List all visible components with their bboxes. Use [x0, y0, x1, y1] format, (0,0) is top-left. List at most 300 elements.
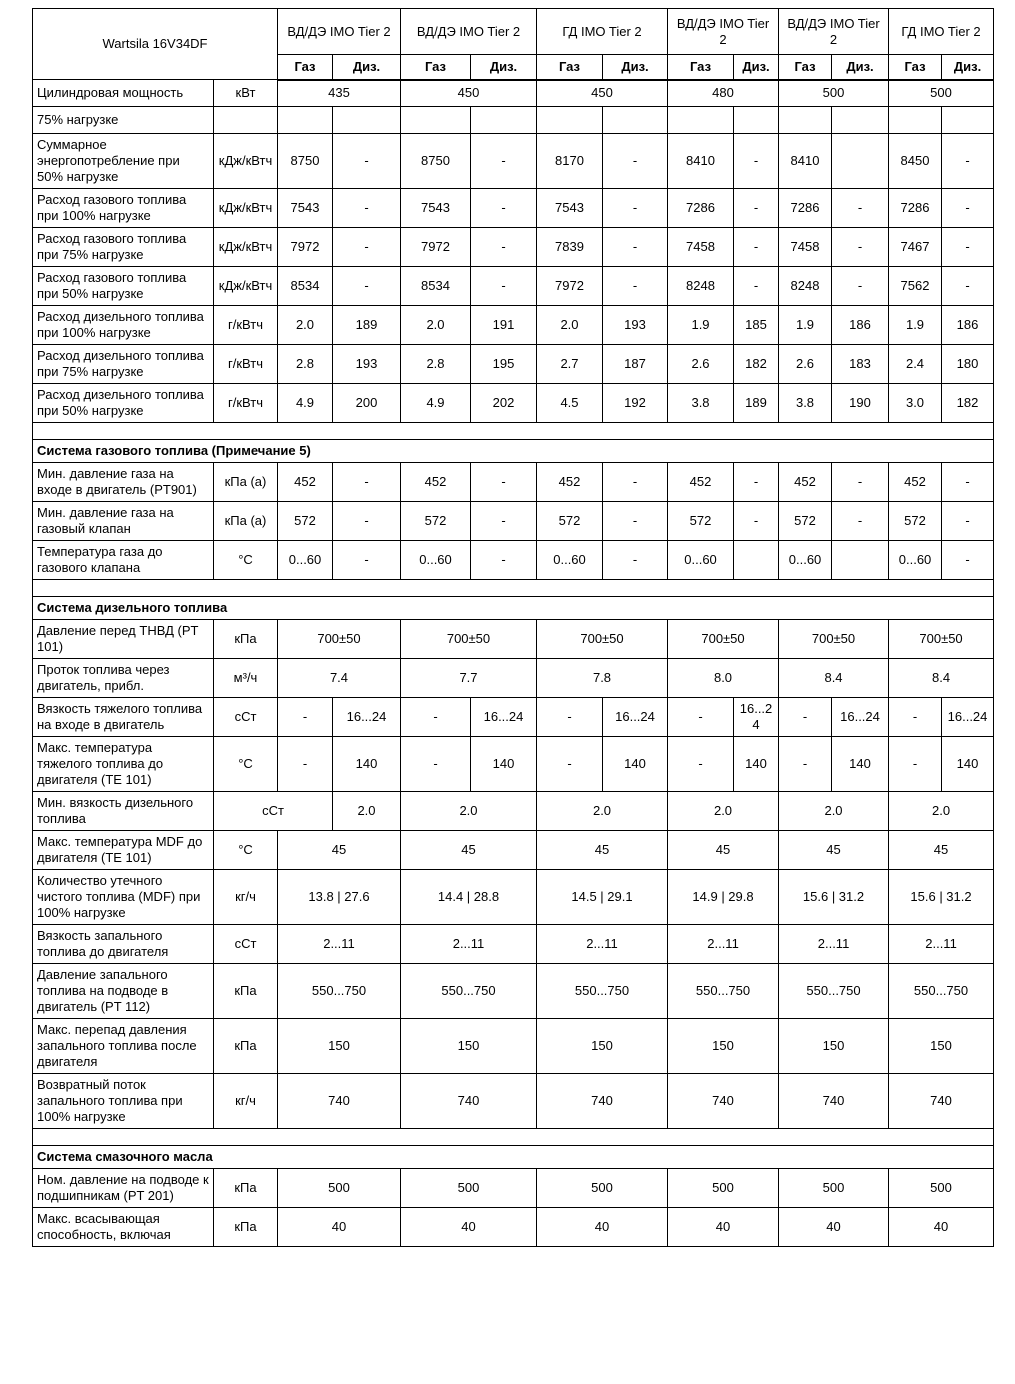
- value-cell: [832, 107, 889, 134]
- value-cell: 45: [889, 831, 994, 870]
- value-cell: -: [942, 541, 994, 580]
- value-cell: [333, 107, 401, 134]
- value-cell: 40: [668, 1208, 779, 1247]
- value-cell: 2.6: [668, 345, 734, 384]
- value-cell: 8410: [668, 134, 734, 189]
- row-unit: сСт: [214, 792, 333, 831]
- value-cell: 150: [668, 1019, 779, 1074]
- value-cell: 7562: [889, 267, 942, 306]
- value-cell: -: [734, 228, 779, 267]
- table-row: [33, 1019, 994, 1074]
- value-cell: 150: [537, 1019, 668, 1074]
- row-label: Цилиндровая мощность: [33, 80, 214, 107]
- value-cell: 189: [333, 306, 401, 345]
- value-cell: [668, 107, 734, 134]
- column-group-4: ВД/ДЭ IMO Tier 2: [668, 9, 779, 55]
- value-cell: -: [278, 698, 333, 737]
- row-unit: кДж/кВтч: [214, 228, 278, 267]
- value-cell: 40: [278, 1208, 401, 1247]
- table-row: [33, 541, 994, 580]
- value-cell: 140: [734, 737, 779, 792]
- row-unit: кг/ч: [214, 1074, 278, 1129]
- value-cell: 700±50: [668, 620, 779, 659]
- row-label: Мин. вязкость дизельного топлива: [33, 792, 214, 831]
- value-cell: -: [734, 267, 779, 306]
- value-cell: 740: [278, 1074, 401, 1129]
- value-cell: 8.4: [889, 659, 994, 698]
- value-cell: 193: [603, 306, 668, 345]
- value-cell: 0...60: [537, 541, 603, 580]
- fuel-header-gas: Газ: [401, 55, 471, 80]
- value-cell: -: [333, 228, 401, 267]
- row-unit: кПа (а): [214, 502, 278, 541]
- value-cell: -: [734, 189, 779, 228]
- table-row: [33, 502, 994, 541]
- value-cell: 150: [779, 1019, 889, 1074]
- table-row: [33, 345, 994, 384]
- value-cell: -: [832, 228, 889, 267]
- value-cell: 0...60: [401, 541, 471, 580]
- value-cell: 4.9: [278, 384, 333, 423]
- value-cell: 150: [401, 1019, 537, 1074]
- value-cell: 7467: [889, 228, 942, 267]
- value-cell: [832, 541, 889, 580]
- row-label: Расход газового топлива при 100% нагрузке: [33, 189, 214, 228]
- value-cell: 45: [537, 831, 668, 870]
- value-cell: 192: [603, 384, 668, 423]
- value-cell: [832, 134, 889, 189]
- value-cell: 700±50: [401, 620, 537, 659]
- value-cell: 3.0: [889, 384, 942, 423]
- value-cell: -: [333, 189, 401, 228]
- row-unit: кПа (а): [214, 463, 278, 502]
- value-cell: -: [603, 541, 668, 580]
- table-row: [33, 698, 994, 737]
- value-cell: 435: [278, 80, 401, 107]
- value-cell: 7543: [401, 189, 471, 228]
- value-cell: 2.7: [537, 345, 603, 384]
- table-body: [33, 80, 994, 1247]
- fuel-header-diesel: Диз.: [603, 55, 668, 80]
- value-cell: 2.0: [333, 792, 401, 831]
- row-unit: °C: [214, 831, 278, 870]
- value-cell: 2.8: [278, 345, 333, 384]
- value-cell: 7.8: [537, 659, 668, 698]
- value-cell: [471, 107, 537, 134]
- fuel-header-gas: Газ: [779, 55, 832, 80]
- value-cell: 4.5: [537, 384, 603, 423]
- value-cell: 7.7: [401, 659, 537, 698]
- table-row: [33, 189, 994, 228]
- value-cell: -: [942, 463, 994, 502]
- value-cell: 8.4: [779, 659, 889, 698]
- value-cell: 193: [333, 345, 401, 384]
- value-cell: 500: [889, 1169, 994, 1208]
- value-cell: [734, 107, 779, 134]
- value-cell: 8248: [779, 267, 832, 306]
- row-unit: кВт: [214, 80, 278, 107]
- value-cell: 700±50: [779, 620, 889, 659]
- value-cell: 500: [889, 80, 994, 107]
- value-cell: 186: [832, 306, 889, 345]
- value-cell: [889, 107, 942, 134]
- value-cell: [537, 107, 603, 134]
- value-cell: 700±50: [889, 620, 994, 659]
- value-cell: 7543: [537, 189, 603, 228]
- value-cell: -: [333, 541, 401, 580]
- value-cell: 2.0: [889, 792, 994, 831]
- fuel-header-diesel: Диз.: [942, 55, 994, 80]
- value-cell: -: [333, 267, 401, 306]
- value-cell: 740: [668, 1074, 779, 1129]
- value-cell: 45: [278, 831, 401, 870]
- value-cell: 140: [603, 737, 668, 792]
- value-cell: 572: [668, 502, 734, 541]
- value-cell: 40: [537, 1208, 668, 1247]
- value-cell: 150: [278, 1019, 401, 1074]
- section-row: [33, 440, 994, 463]
- table-row: [33, 134, 994, 189]
- table-row: [33, 737, 994, 792]
- row-unit: кг/ч: [214, 870, 278, 925]
- section-row: [33, 1146, 994, 1169]
- value-cell: 140: [333, 737, 401, 792]
- row-label: Макс. температура тяжелого топлива до двигателя (TE 101): [33, 737, 214, 792]
- column-group-2: ВД/ДЭ IMO Tier 2: [401, 9, 537, 55]
- value-cell: -: [603, 502, 668, 541]
- value-cell: 7286: [889, 189, 942, 228]
- value-cell: 140: [832, 737, 889, 792]
- value-cell: 2.6: [779, 345, 832, 384]
- column-group-6: ГД IMO Tier 2: [889, 9, 994, 55]
- value-cell: 2.0: [401, 306, 471, 345]
- value-cell: -: [333, 463, 401, 502]
- value-cell: 480: [668, 80, 779, 107]
- value-cell: -: [942, 267, 994, 306]
- value-cell: -: [401, 698, 471, 737]
- table-row: [33, 1074, 994, 1129]
- row-label: Расход дизельного топлива при 75% нагрузке: [33, 345, 214, 384]
- value-cell: 2...11: [889, 925, 994, 964]
- value-cell: 182: [734, 345, 779, 384]
- value-cell: -: [734, 134, 779, 189]
- value-cell: 14.5 | 29.1: [537, 870, 668, 925]
- value-cell: 452: [278, 463, 333, 502]
- value-cell: 40: [779, 1208, 889, 1247]
- value-cell: 4.9: [401, 384, 471, 423]
- table-row: [33, 1169, 994, 1208]
- row-label: Вязкость тяжелого топлива на входе в двигатель: [33, 698, 214, 737]
- row-label: Ном. давление на подводе к подшипникам (PT 201): [33, 1169, 214, 1208]
- value-cell: 187: [603, 345, 668, 384]
- value-cell: -: [734, 502, 779, 541]
- value-cell: 572: [401, 502, 471, 541]
- value-cell: 8170: [537, 134, 603, 189]
- value-cell: 2...11: [668, 925, 779, 964]
- fuel-header-diesel: Диз.: [333, 55, 401, 80]
- row-label: Расход газового топлива при 50% нагрузке: [33, 267, 214, 306]
- table-row: [33, 659, 994, 698]
- value-cell: 1.9: [889, 306, 942, 345]
- value-cell: 189: [734, 384, 779, 423]
- table-row: [33, 463, 994, 502]
- value-cell: -: [832, 189, 889, 228]
- value-cell: -: [668, 698, 734, 737]
- value-cell: -: [942, 134, 994, 189]
- value-cell: 452: [537, 463, 603, 502]
- value-cell: 45: [668, 831, 779, 870]
- value-cell: -: [471, 463, 537, 502]
- row-label: Суммарное энергопотребление при 50% нагрузке: [33, 134, 214, 189]
- value-cell: 7972: [401, 228, 471, 267]
- value-cell: 186: [942, 306, 994, 345]
- table-row: [33, 228, 994, 267]
- value-cell: 572: [889, 502, 942, 541]
- fuel-header-gas: Газ: [668, 55, 734, 80]
- table-row: [33, 384, 994, 423]
- value-cell: -: [603, 228, 668, 267]
- fuel-header-gas: Газ: [537, 55, 603, 80]
- value-cell: 2.0: [668, 792, 779, 831]
- value-cell: 16...24: [603, 698, 668, 737]
- value-cell: 550...750: [278, 964, 401, 1019]
- value-cell: 700±50: [537, 620, 668, 659]
- row-label: Количество утечного чистого топлива (MDF) при 100% нагрузке: [33, 870, 214, 925]
- value-cell: 7972: [537, 267, 603, 306]
- row-label: Расход дизельного топлива при 100% нагрузке: [33, 306, 214, 345]
- row-label: Давление запального топлива на подводе в двигатель (PT 112): [33, 964, 214, 1019]
- value-cell: 2.0: [537, 306, 603, 345]
- row-unit: г/кВтч: [214, 384, 278, 423]
- value-cell: 740: [779, 1074, 889, 1129]
- row-unit: кПа: [214, 964, 278, 1019]
- value-cell: 45: [779, 831, 889, 870]
- value-cell: 550...750: [401, 964, 537, 1019]
- row-label: Макс. перепад давления запального топлива после двигателя: [33, 1019, 214, 1074]
- value-cell: 40: [889, 1208, 994, 1247]
- value-cell: 8248: [668, 267, 734, 306]
- value-cell: 2...11: [537, 925, 668, 964]
- value-cell: -: [889, 737, 942, 792]
- value-cell: 2...11: [401, 925, 537, 964]
- row-unit: [214, 107, 278, 134]
- table-row: [33, 1208, 994, 1247]
- value-cell: 2.0: [779, 792, 889, 831]
- value-cell: 550...750: [537, 964, 668, 1019]
- group-header-row: [33, 9, 994, 55]
- row-label: Возвратный поток запального топлива при 100% нагрузке: [33, 1074, 214, 1129]
- column-group-5: ВД/ДЭ IMO Tier 2: [779, 9, 889, 55]
- table-row: [33, 925, 994, 964]
- section-title: Система смазочного масла: [33, 1146, 994, 1169]
- value-cell: 2.0: [278, 306, 333, 345]
- row-label: Мин. давление газа на газовый клапан: [33, 502, 214, 541]
- value-cell: [603, 107, 668, 134]
- value-cell: 500: [278, 1169, 401, 1208]
- section-row: [33, 597, 994, 620]
- value-cell: -: [537, 737, 603, 792]
- value-cell: 8750: [401, 134, 471, 189]
- row-unit: кДж/кВтч: [214, 189, 278, 228]
- row-label: Проток топлива через двигатель, прибл.: [33, 659, 214, 698]
- fuel-header-diesel: Диз.: [734, 55, 779, 80]
- section-title: Система дизельного топлива: [33, 597, 994, 620]
- value-cell: 7458: [668, 228, 734, 267]
- value-cell: -: [333, 134, 401, 189]
- table-row: [33, 267, 994, 306]
- value-cell: -: [401, 737, 471, 792]
- table-row: [33, 80, 994, 107]
- value-cell: 0...60: [779, 541, 832, 580]
- value-cell: 8450: [889, 134, 942, 189]
- value-cell: 450: [401, 80, 537, 107]
- table-row: [33, 964, 994, 1019]
- value-cell: 7839: [537, 228, 603, 267]
- value-cell: 16...24: [333, 698, 401, 737]
- value-cell: 7286: [779, 189, 832, 228]
- value-cell: 550...750: [668, 964, 779, 1019]
- row-unit: г/кВтч: [214, 306, 278, 345]
- value-cell: 195: [471, 345, 537, 384]
- row-unit: сСт: [214, 698, 278, 737]
- value-cell: -: [603, 267, 668, 306]
- value-cell: 14.9 | 29.8: [668, 870, 779, 925]
- gap-row: [33, 580, 994, 597]
- row-label: Макс. температура MDF до двигателя (TE 101): [33, 831, 214, 870]
- value-cell: 7543: [278, 189, 333, 228]
- value-cell: 7286: [668, 189, 734, 228]
- gap-row: [33, 423, 994, 440]
- value-cell: 740: [889, 1074, 994, 1129]
- value-cell: 450: [537, 80, 668, 107]
- value-cell: 45: [401, 831, 537, 870]
- value-cell: -: [471, 502, 537, 541]
- value-cell: 2.4: [889, 345, 942, 384]
- value-cell: 500: [668, 1169, 779, 1208]
- gap-cell: [33, 1129, 994, 1146]
- row-unit: кДж/кВтч: [214, 267, 278, 306]
- row-unit: кПа: [214, 1019, 278, 1074]
- table-row: [33, 792, 994, 831]
- value-cell: 202: [471, 384, 537, 423]
- value-cell: -: [471, 134, 537, 189]
- value-cell: 0...60: [278, 541, 333, 580]
- row-unit: °C: [214, 541, 278, 580]
- value-cell: 16...24: [942, 698, 994, 737]
- value-cell: 150: [889, 1019, 994, 1074]
- value-cell: 452: [401, 463, 471, 502]
- value-cell: 15.6 | 31.2: [779, 870, 889, 925]
- value-cell: 200: [333, 384, 401, 423]
- fuel-header-diesel: Диз.: [832, 55, 889, 80]
- value-cell: 16...24: [832, 698, 889, 737]
- value-cell: [779, 107, 832, 134]
- value-cell: 140: [471, 737, 537, 792]
- value-cell: -: [734, 463, 779, 502]
- value-cell: 8.0: [668, 659, 779, 698]
- fuel-header-gas: Газ: [889, 55, 942, 80]
- value-cell: -: [603, 189, 668, 228]
- row-label: Температура газа до газового клапана: [33, 541, 214, 580]
- value-cell: 572: [278, 502, 333, 541]
- value-cell: -: [832, 267, 889, 306]
- row-unit: кПа: [214, 620, 278, 659]
- value-cell: -: [471, 189, 537, 228]
- value-cell: -: [832, 463, 889, 502]
- value-cell: 550...750: [779, 964, 889, 1019]
- engine-title: Wartsila 16V34DF: [33, 9, 278, 80]
- value-cell: -: [942, 189, 994, 228]
- row-unit: кПа: [214, 1208, 278, 1247]
- value-cell: 452: [668, 463, 734, 502]
- value-cell: 185: [734, 306, 779, 345]
- value-cell: 16...24: [471, 698, 537, 737]
- value-cell: 0...60: [668, 541, 734, 580]
- fuel-header-gas: Газ: [278, 55, 333, 80]
- value-cell: 452: [779, 463, 832, 502]
- value-cell: 0...60: [889, 541, 942, 580]
- value-cell: 2.0: [537, 792, 668, 831]
- value-cell: 1.9: [668, 306, 734, 345]
- value-cell: 550...750: [889, 964, 994, 1019]
- value-cell: -: [471, 267, 537, 306]
- value-cell: -: [603, 463, 668, 502]
- value-cell: 180: [942, 345, 994, 384]
- value-cell: 2.0: [401, 792, 537, 831]
- value-cell: -: [779, 698, 832, 737]
- value-cell: 40: [401, 1208, 537, 1247]
- row-unit: кДж/кВтч: [214, 134, 278, 189]
- value-cell: 740: [401, 1074, 537, 1129]
- value-cell: 191: [471, 306, 537, 345]
- value-cell: 7.4: [278, 659, 401, 698]
- value-cell: -: [537, 698, 603, 737]
- value-cell: 190: [832, 384, 889, 423]
- row-label: Макс. всасывающая способность, включая: [33, 1208, 214, 1247]
- value-cell: 8410: [779, 134, 832, 189]
- value-cell: 140: [942, 737, 994, 792]
- value-cell: -: [471, 228, 537, 267]
- value-cell: [942, 107, 994, 134]
- value-cell: 700±50: [278, 620, 401, 659]
- value-cell: 14.4 | 28.8: [401, 870, 537, 925]
- column-group-1: ВД/ДЭ IMO Tier 2: [278, 9, 401, 55]
- value-cell: 3.8: [668, 384, 734, 423]
- row-unit: г/кВтч: [214, 345, 278, 384]
- row-label: 75% нагрузке: [33, 107, 214, 134]
- row-label: Мин. давление газа на входе в двигатель (PT901): [33, 463, 214, 502]
- value-cell: [278, 107, 333, 134]
- section-title: Система газового топлива (Примечание 5): [33, 440, 994, 463]
- value-cell: 7972: [278, 228, 333, 267]
- value-cell: 1.9: [779, 306, 832, 345]
- value-cell: 2...11: [779, 925, 889, 964]
- value-cell: 183: [832, 345, 889, 384]
- gap-cell: [33, 580, 994, 597]
- value-cell: 500: [537, 1169, 668, 1208]
- row-label: Расход газового топлива при 75% нагрузке: [33, 228, 214, 267]
- value-cell: 2...11: [278, 925, 401, 964]
- value-cell: [734, 541, 779, 580]
- value-cell: 8534: [278, 267, 333, 306]
- value-cell: 15.6 | 31.2: [889, 870, 994, 925]
- value-cell: 740: [537, 1074, 668, 1129]
- value-cell: 8534: [401, 267, 471, 306]
- value-cell: 572: [779, 502, 832, 541]
- row-unit: сСт: [214, 925, 278, 964]
- value-cell: -: [278, 737, 333, 792]
- column-group-3: ГД IMO Tier 2: [537, 9, 668, 55]
